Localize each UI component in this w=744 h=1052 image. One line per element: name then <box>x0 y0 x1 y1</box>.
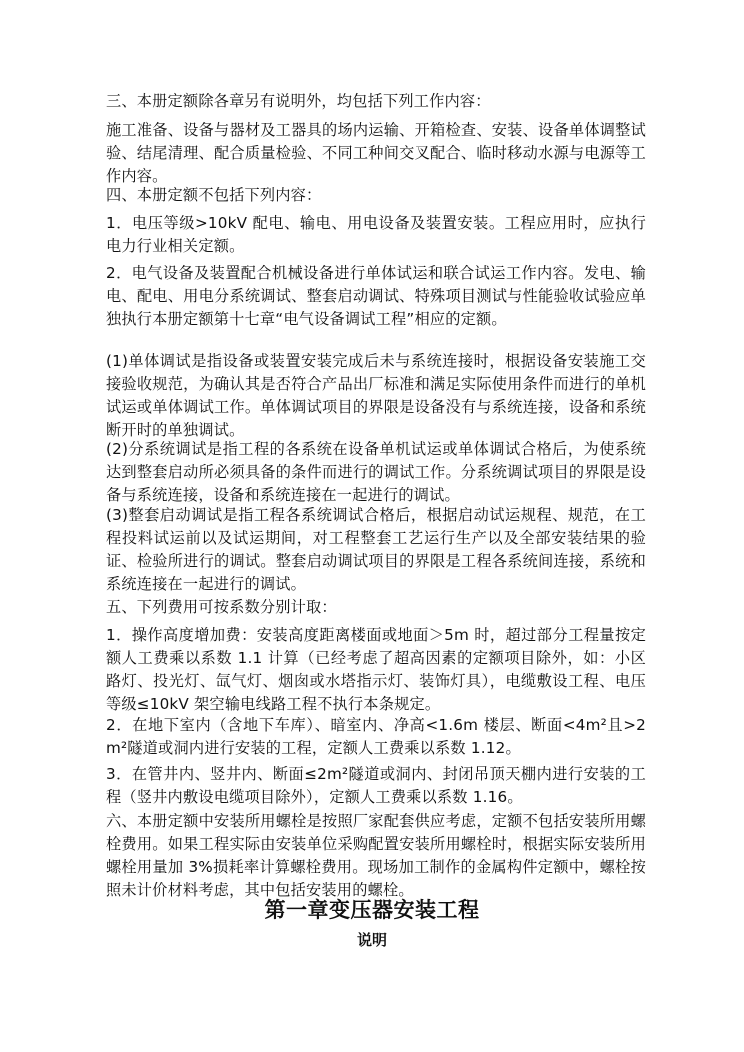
paragraph-section-six: 六、本册定额中安装所用螺栓是按照厂家配套供应考虑，定额不包括安装所用螺栓费用。如果工程实际由安装单位采购配置安装所用螺栓时，根据实际安装所用螺栓用量加 3%损耗率计算螺栓费用。现场加工制作的金属构件定额中，螺栓按照未计价材料考虑，其中包括安装用的螺栓。 <box>106 812 646 899</box>
paragraph-fee-item-2: 2．在地下室内（含地下车库）、暗室内、净高<1.6m 楼层、断面<4m²且>2m²隧道或洞内进行安装的工程，定额人工费乘以系数 1.12。 <box>106 716 646 757</box>
paragraph-item-1: 1．电压等级>10kV 配电、输电、用电设备及装置安装。工程应用时，应执行电力行业相关定额。 <box>106 214 646 255</box>
paragraph-work-content: 施工准备、设备与器材及工器具的场内运输、开箱检查、安装、设备单体调整试验、结尾清理、配合质量检验、不同工种间交叉配合、临时移动水源与电源等工作内容。 <box>106 121 646 185</box>
paragraph-subsystem-debugging: (2)分系统调试是指工程的各系统在设备单机试运或单体调试合格后，为使系统达到整套启动所必须具备的条件而进行的调试工作。分系统调试项目的界限是设备与系统连接，设备和系统连接在一起进行的调试。 <box>106 440 646 504</box>
chapter-title: 第一章变压器安装工程 <box>264 898 480 922</box>
section-heading: 说明 <box>356 931 387 949</box>
paragraph-section-four-intro: 四、本册定额不包括下列内容： <box>106 186 322 204</box>
paragraph-single-debugging: (1)单体调试是指设备或装置安装完成后未与系统连接时，根据设备安装施工交接验收规范，为确认其是否符合产品出厂标准和满足实际使用条件而进行的单机试运或单体调试工作。单体调试项目的界限是设备没有与系统连接，设备和系统断开时的单独调试。 <box>106 352 646 439</box>
paragraph-section-five-intro: 五、下列费用可按系数分别计取： <box>106 598 337 616</box>
paragraph-fee-item-3: 3．在管井内、竖井内、断面≤2m²隧道或洞内、封闭吊顶天棚内进行安装的工程（竖井内敷设电缆项目除外），定额人工费乘以系数 1.16。 <box>106 765 646 806</box>
paragraph-fee-item-1: 1．操作高度增加费：安装高度距离楼面或地面＞5m 时，超过部分工程量按定额人工费乘以系数 1.1 计算（已经考虑了超高因素的定额项目除外，如：小区路灯、投光灯、氙气灯、烟囱或水塔指示灯、装饰灯具），电缆敷设工程、电压等级≤10kV 架空输电线路工程不执行本条规定。 <box>106 626 646 713</box>
paragraph-full-startup-debugging: (3)整套启动调试是指工程各系统调试合格后，根据启动试运规程、规范，在工程投料试运前以及试运期间，对工程整套工艺运行生产以及全部安装结果的验证、检验所进行的调试。整套启动调试项目的界限是工程各系统间连接，系统和系统连接在一起进行的调试。 <box>106 506 646 593</box>
paragraph-item-2: 2．电气设备及装置配合机械设备进行单体试运和联合试运工作内容。发电、输电、配电、用电分系统调试、整套启动调试、特殊项目测试与性能验收试验应单独执行本册定额第十七章“电气设备调试工程”相应的定额。 <box>106 264 646 328</box>
paragraph-section-three-intro: 三、本册定额除各章另有说明外，均包括下列工作内容： <box>106 92 491 110</box>
